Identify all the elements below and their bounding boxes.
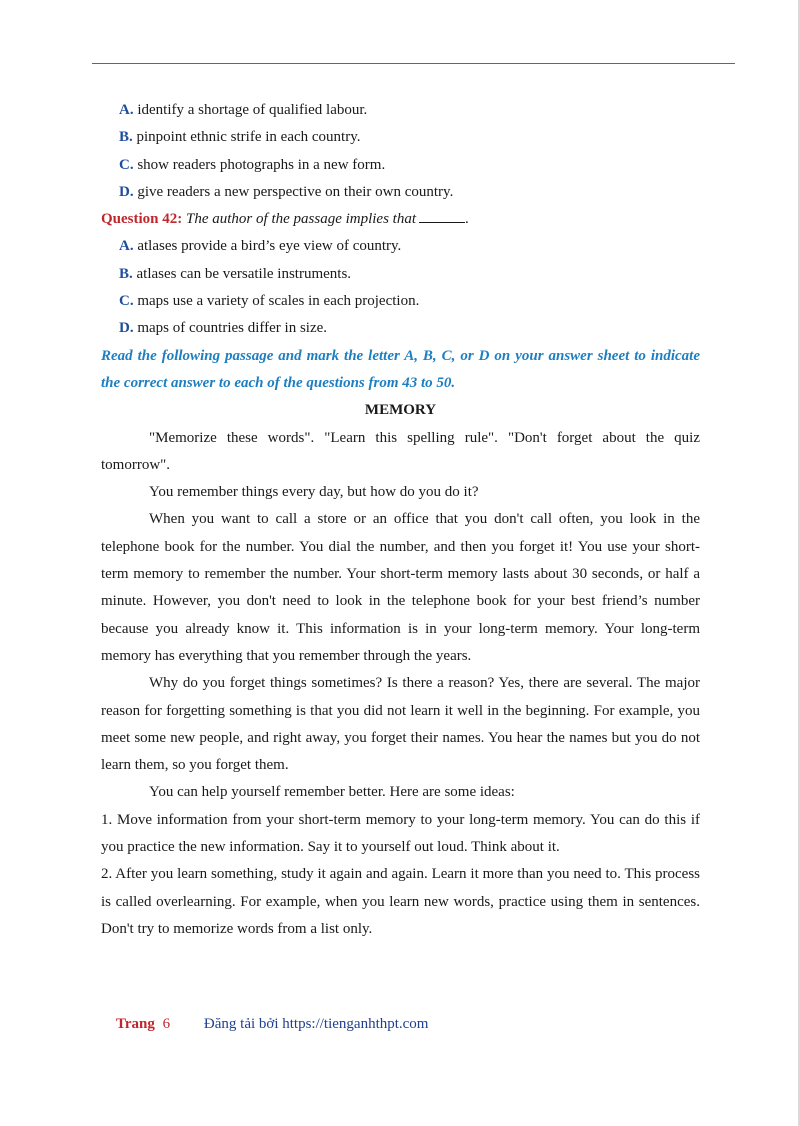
passage-paragraph: You can help yourself remember better. Here are some ideas: (149, 784, 515, 801)
option-text: pinpoint ethnic strife in each country. (136, 129, 361, 146)
question-42 (101, 206, 700, 233)
passage-paragraph: You remember things every day, but how do you do it? (149, 484, 479, 501)
page-footer (116, 1016, 428, 1033)
option-letter: A. (119, 238, 134, 255)
option-letter: D. (119, 320, 134, 337)
question-end: . (465, 211, 469, 228)
page-label: Trang (116, 1016, 155, 1032)
passage-point: 2. After you learn something, study it again and again. Learn it more than you need to. This process is called overlearning. For example, when you learn new words, practice using them in sentences. Don't try to memorize words from a list only. (101, 866, 700, 937)
option-letter: C. (119, 156, 134, 173)
option-letter: B. (119, 265, 133, 282)
option-text: give readers a new perspective on their own country. (137, 183, 454, 200)
passage-title: MEMORY (364, 402, 437, 419)
option-text: maps of countries differ in size. (137, 320, 328, 337)
option-b (101, 261, 700, 288)
uploaded-by-link[interactable]: Đăng tải bởi https://tienganhthpt.com (203, 1016, 429, 1032)
answer-blank (419, 210, 465, 223)
passage-paragraph: "Memorize these words". "Learn this spelling rule". "Don't forget about the quiz tomorrow". (101, 429, 700, 473)
option-letter: D. (119, 183, 134, 200)
option-a (101, 97, 700, 124)
option-text: atlases can be versatile instruments. (136, 265, 352, 282)
option-text: atlases provide a bird’s eye view of country. (137, 238, 402, 255)
option-text: identify a shortage of qualified labour. (137, 102, 368, 118)
option-c (101, 152, 700, 179)
option-b (101, 124, 700, 151)
option-a (101, 233, 700, 260)
page-number: 6 (162, 1016, 171, 1032)
option-letter: A. (119, 102, 134, 118)
question-text: The author of the passage implies that (186, 211, 417, 228)
option-text: show readers photographs in a new form. (137, 156, 386, 173)
passage-paragraph: Why do you forget things sometimes? Is there a reason? Yes, there are several. The major reason for forgetting something is that you did not learn it well in the beginning. For example, you meet some new people, and right away, you forget their names. You hear the names but you do not learn them, so you forget them. (101, 675, 700, 774)
question-42-options (101, 233, 700, 342)
option-text: maps use a variety of scales in each projection. (137, 293, 420, 310)
question-41-options (101, 97, 700, 206)
header-rule (92, 63, 735, 64)
option-c (101, 288, 700, 315)
document-body (101, 97, 700, 943)
passage-paragraph: When you want to call a store or an office that you don't call often, you look in the telephone book for the number. You dial the number, and then you forget it! You use your short-term memory to remember the number. Your short-term memory lasts about 30 seconds, or half a minute. However, you don't need to look in the telephone book for your best friend’s number because you already know it. This information is in your long-term memory. Your long-term memory has everything that you remember through the years. (101, 511, 700, 664)
option-letter: B. (119, 129, 133, 146)
option-letter: C. (119, 293, 134, 310)
question-label: Question 42: (101, 211, 183, 228)
reading-instruction: Read the following passage and mark the letter A, B, C, or D on your answer sheet to indicate the correct answer to each of the questions from 43 to 50. (101, 347, 700, 391)
passage-point: 1. Move information from your short-term memory to your long-term memory. You can do this if you practice the new information. Say it to yourself out loud. Think about it. (101, 811, 700, 856)
option-d (101, 179, 700, 206)
option-d (101, 315, 700, 342)
